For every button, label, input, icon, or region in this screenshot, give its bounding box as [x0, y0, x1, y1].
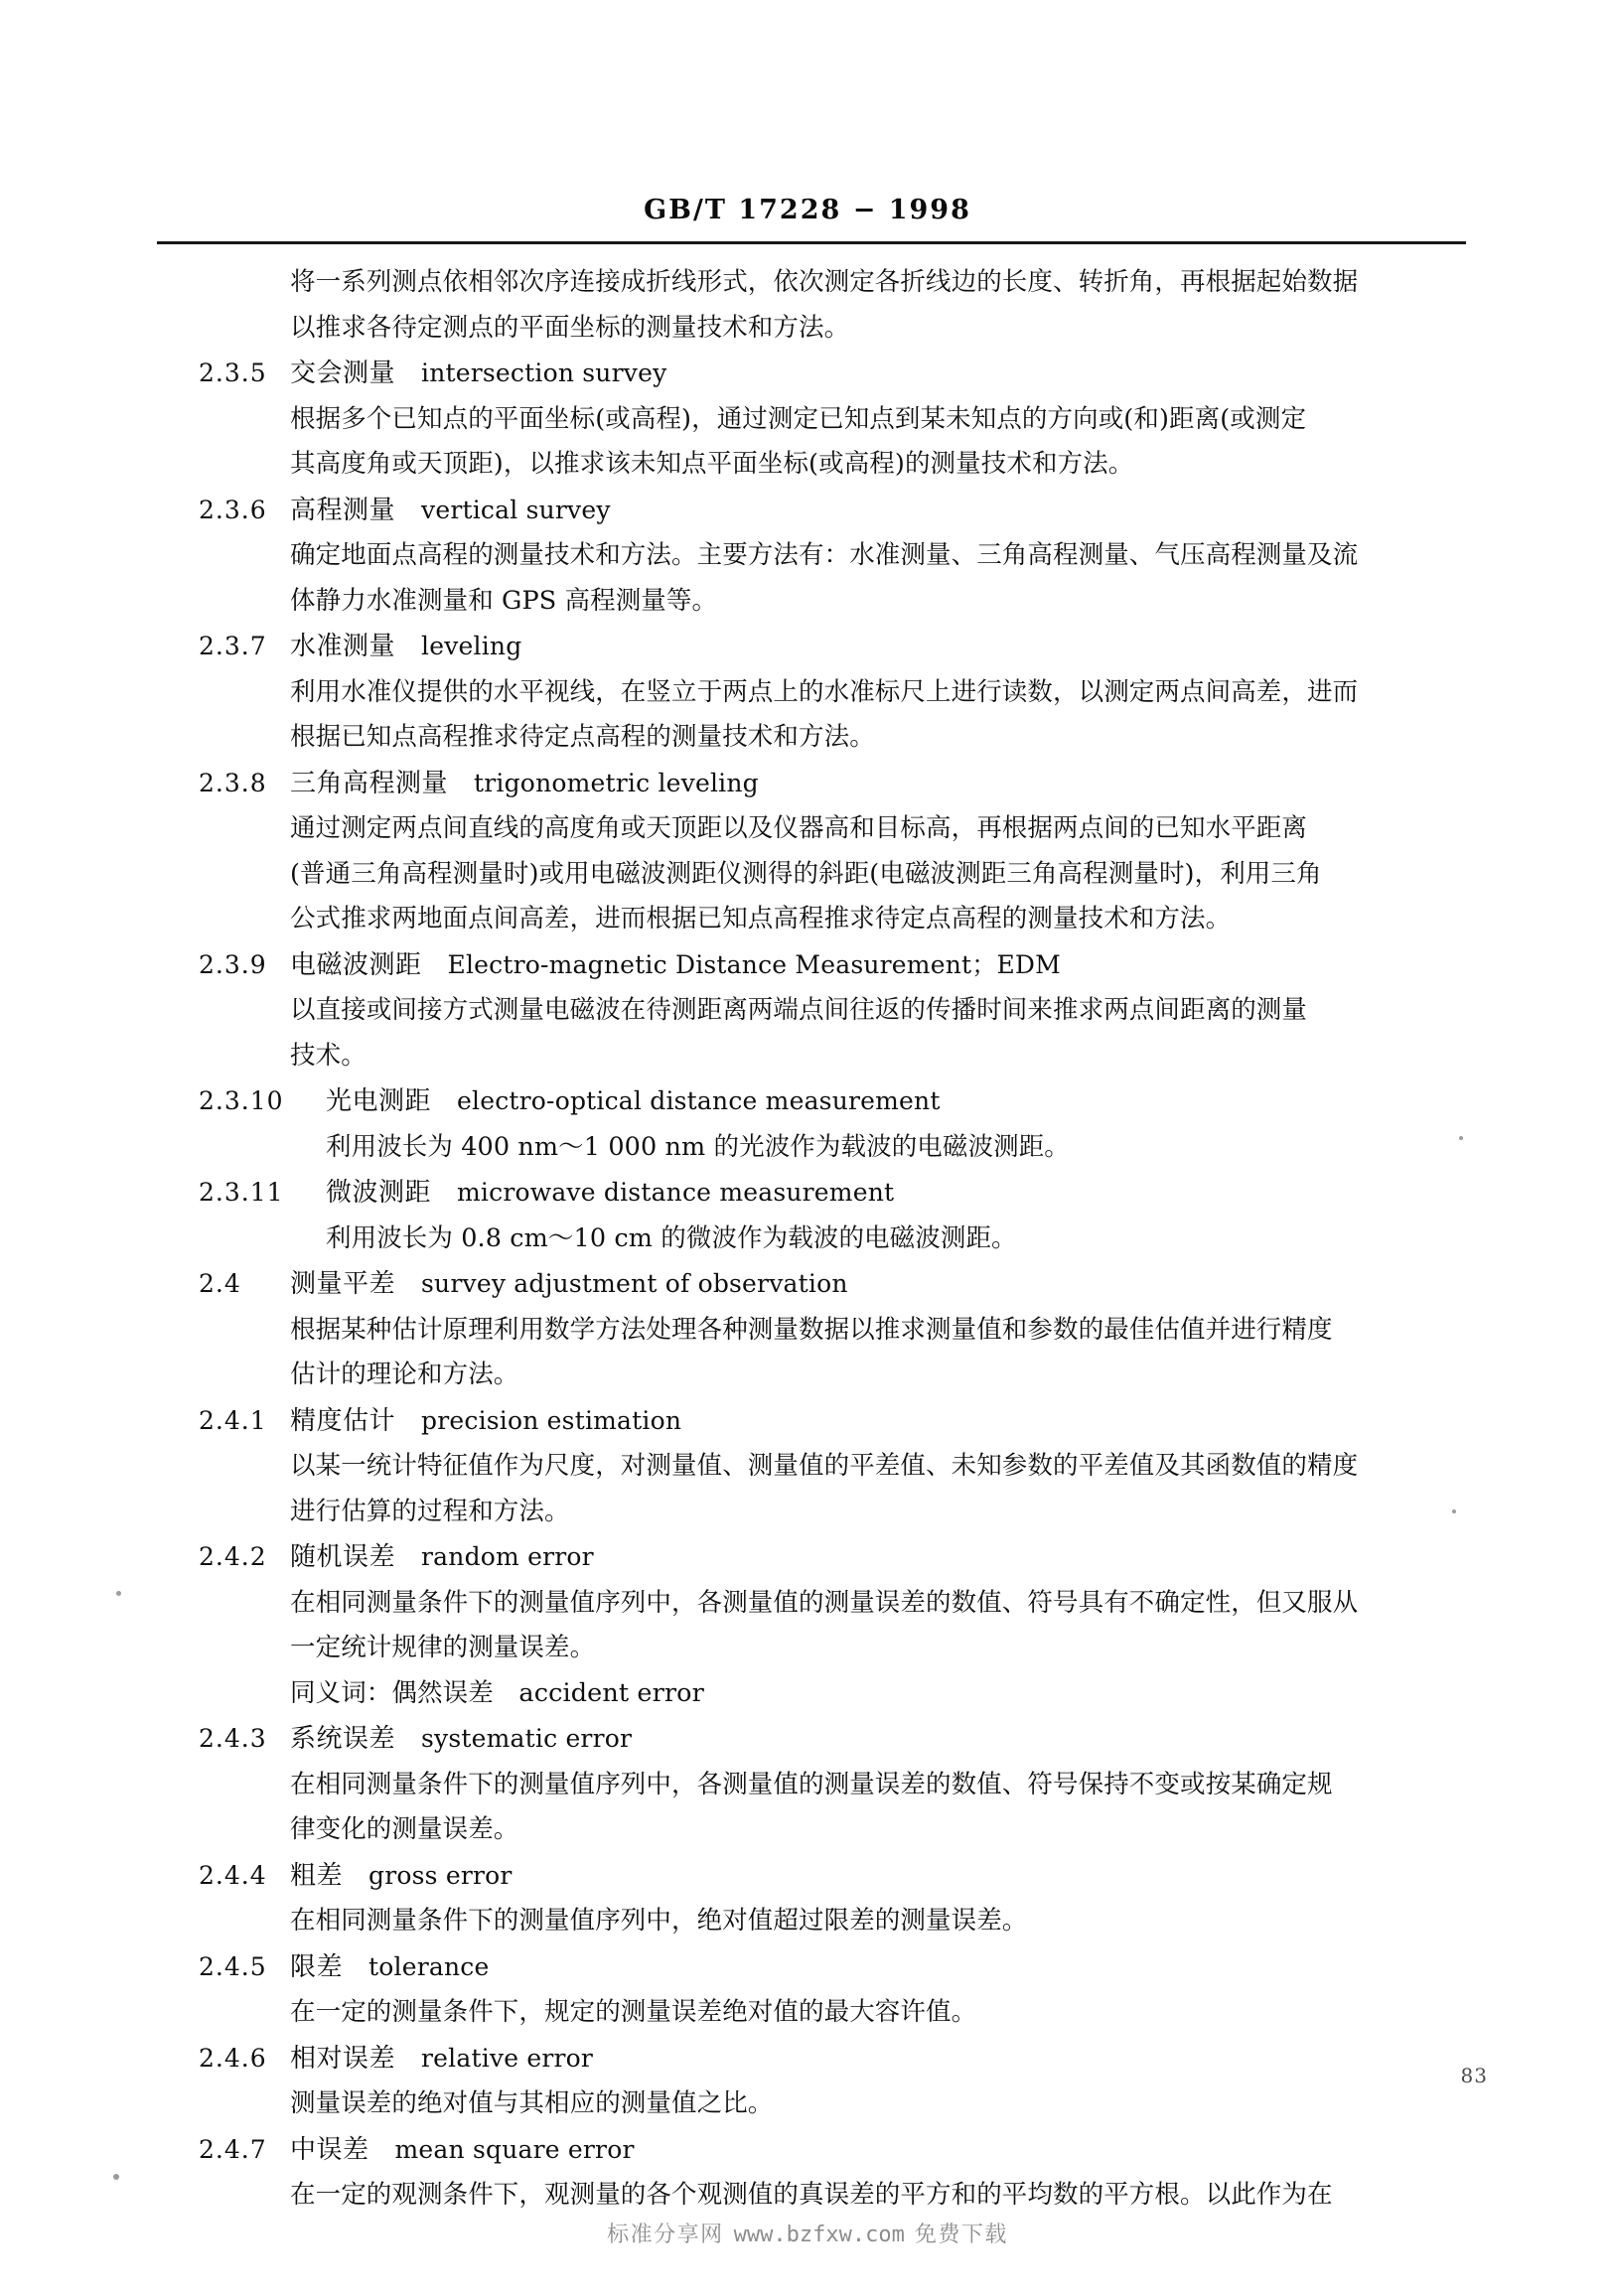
term-chinese: 中误差: [290, 2134, 369, 2165]
intro-line: 以推求各待定测点的平面坐标的测量技术和方法。: [290, 312, 850, 343]
running-header: [0, 195, 1615, 225]
definition-line: 一定统计规律的测量误差。: [290, 1633, 596, 1662]
standard-code: GB/T 17228 − 1998: [644, 195, 971, 225]
term-entry: [199, 624, 1480, 761]
term-number: 2.3.10: [199, 1086, 284, 1115]
term-entry: [199, 2127, 1480, 2219]
term-entry: [199, 488, 1480, 625]
definition-line: 在一定的测量条件下，规定的测量误差绝对值的最大容许值。: [290, 1997, 977, 2027]
term-heading: [199, 1716, 1480, 1763]
term-number: 2.3.9: [199, 949, 267, 979]
scan-speck: [1459, 1136, 1463, 1140]
term-english: microwave distance measurement: [457, 1178, 895, 1207]
term-number: 2.3.7: [199, 632, 267, 660]
definition-line: 技术。: [290, 1040, 367, 1071]
definition-line: 在一定的观测条件下，观测量的各个观测值的真误差的平方和的平均数的平方根。以此作为在: [290, 2180, 1333, 2210]
scan-speck: [116, 1591, 121, 1596]
term-heading: [199, 624, 1480, 670]
term-heading: [199, 1170, 1480, 1217]
definition-line: 进行估算的过程和方法。: [290, 1496, 570, 1526]
definition-line: 根据某种估计原理利用数学方法处理各种测量数据以推求测量值和参数的最佳估值并进行精度: [290, 1314, 1333, 1345]
term-english: intersection survey: [421, 359, 667, 387]
term-entry: [199, 1534, 1480, 1716]
term-english: precision estimation: [421, 1405, 682, 1435]
term-heading: [199, 1534, 1480, 1581]
header-rule: [157, 241, 1466, 244]
definition-line: (普通三角高程测量时)或用电磁波测距仪测得的斜距(电磁波测距三角高程测量时)，利用三角: [290, 858, 1322, 889]
term-number: 2.3.6: [199, 495, 267, 524]
term-chinese: 相对误差: [290, 2043, 396, 2074]
document-body: [199, 260, 1480, 2219]
term-english: relative error: [421, 2043, 594, 2073]
definition-line: 利用水准仪提供的水平视线，在竖立于两点上的水准标尺上进行读数，以测定两点间高差，进而: [290, 676, 1359, 707]
term-number: 2.4.2: [199, 1542, 267, 1571]
term-number: 2.3.5: [199, 359, 267, 387]
term-entry: [199, 761, 1480, 942]
term-heading: [199, 2127, 1480, 2174]
term-number: 2.4: [199, 1269, 241, 1298]
term-number: 2.4.4: [199, 1860, 267, 1890]
term-heading: [199, 488, 1480, 534]
page-number: 83: [1460, 2064, 1488, 2087]
term-chinese: 系统误差: [290, 1724, 396, 1754]
term-chinese: 水准测量: [290, 632, 396, 661]
term-heading: [199, 1398, 1480, 1445]
watermark-note: 免费下载: [914, 2223, 1008, 2247]
definition-line: 通过测定两点间直线的高度角或天顶距以及仪器高和目标高，再根据两点间的已知水平距离: [290, 813, 1308, 843]
term-entry: [199, 1944, 1480, 2036]
term-number: 2.3.8: [199, 768, 267, 797]
term-english: systematic error: [421, 1724, 633, 1753]
term-entry: [199, 1261, 1480, 1398]
term-chinese: 随机误差: [290, 1542, 396, 1572]
term-heading: [199, 1944, 1480, 1991]
term-number: 2.4.3: [199, 1724, 267, 1753]
term-english: Electro-magnetic Distance Measurement；EDM: [447, 949, 1061, 979]
term-english: leveling: [421, 632, 522, 660]
term-english: random error: [421, 1542, 594, 1571]
definition-line: 在相同测量条件下的测量值序列中，各测量值的测量误差的数值、符号具有不确定性，但又服从: [290, 1587, 1359, 1618]
term-english: electro-optical distance measurement: [457, 1086, 941, 1115]
definition-line: 利用波长为 400 nm～1 000 nm 的光波作为载波的电磁波测距。: [326, 1131, 1070, 1162]
definition-line: 测量误差的绝对值与其相应的测量值之比。: [290, 2088, 774, 2118]
term-number: 2.4.5: [199, 1951, 267, 1981]
term-number: 2.4.7: [199, 2134, 267, 2164]
definition-line: 律变化的测量误差。: [290, 1814, 519, 1844]
definition-line: 其高度角或天顶距)，以推求该未知点平面坐标(或高程)的测量技术和方法。: [290, 449, 1134, 479]
term-number: 2.4.1: [199, 1405, 267, 1435]
term-chinese: 高程测量: [290, 495, 396, 525]
term-chinese: 微波测距: [326, 1178, 432, 1208]
term-english: mean square error: [394, 2134, 635, 2164]
definition-line: 根据已知点高程推求待定点高程的测量技术和方法。: [290, 722, 875, 752]
term-heading: [199, 761, 1480, 807]
term-chinese: 光电测距: [326, 1086, 432, 1116]
term-number: 2.3.11: [199, 1178, 284, 1207]
footer-watermark: [0, 2218, 1615, 2248]
watermark-url: www.bzfxw.com: [733, 2223, 905, 2247]
term-heading: [199, 942, 1480, 989]
term-chinese: 交会测量: [290, 359, 396, 388]
term-english: vertical survey: [421, 495, 611, 524]
term-chinese: 粗差: [290, 1860, 344, 1891]
intro-line: 将一系列测点依相邻次序连接成折线形式，依次测定各折线边的长度、转折角，再根据起始数据: [290, 267, 1359, 297]
term-heading: [199, 1853, 1480, 1900]
term-english: tolerance: [368, 1951, 490, 1981]
term-entry: [199, 1853, 1480, 1944]
definition-line: 在相同测量条件下的测量值序列中，绝对值超过限差的测量误差。: [290, 1906, 1028, 1936]
term-heading: [199, 351, 1480, 397]
definition-line: 以直接或间接方式测量电磁波在待测距离两端点间往返的传播时间来推求两点间距离的测量: [290, 995, 1308, 1025]
term-entry: [199, 351, 1480, 488]
watermark-site-name: 标准分享网: [607, 2223, 724, 2247]
term-chinese: 精度估计: [290, 1405, 396, 1436]
definition-line: 公式推求两地面点间高差，进而根据已知点高程推求待定点高程的测量技术和方法。: [290, 904, 1232, 933]
term-entry: [199, 1716, 1480, 1853]
term-chinese: 限差: [290, 1951, 344, 1982]
term-chinese: 电磁波测距: [290, 949, 422, 980]
term-english: gross error: [368, 1860, 513, 1890]
term-chinese: 三角高程测量: [290, 768, 449, 798]
definition-line: 体静力水准测量和 GPS 高程测量等。: [290, 585, 718, 616]
definition-line: 利用波长为 0.8 cm～10 cm 的微波作为载波的电磁波测距。: [326, 1222, 1017, 1253]
definition-line: 估计的理论和方法。: [290, 1360, 519, 1389]
term-entry: [199, 1398, 1480, 1535]
definition-line: 以某一统计特征值作为尺度，对测量值、测量值的平差值、未知参数的平差值及其函数值的精度: [290, 1451, 1359, 1481]
term-entry: [199, 942, 1480, 1079]
scan-speck: [113, 2174, 119, 2180]
term-entry: [199, 1170, 1480, 1261]
definition-line: 同义词：偶然误差 accident error: [290, 1677, 704, 1708]
definition-line: 根据多个已知点的平面坐标(或高程)，通过测定已知点到某未知点的方向或(和)距离(或测定: [290, 403, 1307, 434]
term-heading: [199, 1078, 1480, 1125]
term-number: 2.4.6: [199, 2043, 267, 2073]
term-english: trigonometric leveling: [474, 768, 759, 797]
term-chinese: 测量平差: [290, 1269, 396, 1299]
scan-speck: [1452, 1509, 1456, 1513]
definition-line: 在相同测量条件下的测量值序列中，各测量值的测量误差的数值、符号保持不变或按某确定规: [290, 1769, 1333, 1799]
definition-line: 确定地面点高程的测量技术和方法。主要方法有：水准测量、三角高程测量、气压高程测量及流: [290, 540, 1359, 570]
term-heading: [199, 1261, 1480, 1308]
term-english: survey adjustment of observation: [421, 1269, 848, 1298]
term-entry: [199, 1078, 1480, 1170]
